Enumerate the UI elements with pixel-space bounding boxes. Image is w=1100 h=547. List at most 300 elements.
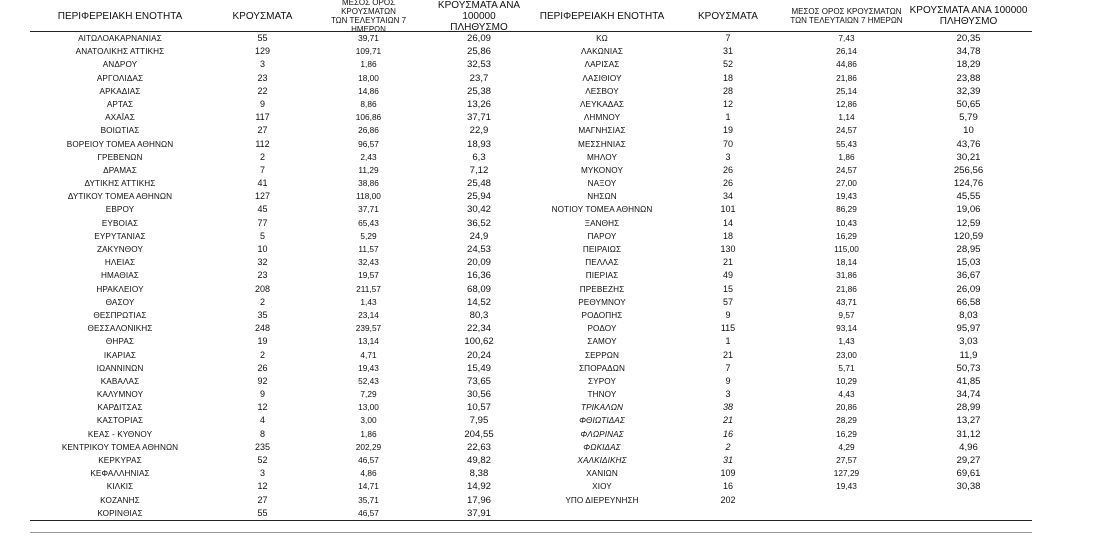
cases-cell: 1: [725, 112, 731, 123]
per100k-cell: 95,97: [956, 323, 981, 335]
per100k-cell: 34,74: [956, 389, 981, 401]
per100k-cell: 50,65: [956, 98, 981, 110]
cases-cell: 26: [722, 178, 733, 189]
region-name-cell: ΚΟΡΙΝΘΙΑΣ: [97, 508, 143, 518]
avg-7day-cell: 31,86: [836, 270, 857, 281]
cases-cell: 9: [259, 389, 265, 400]
left-per100k-column: [422, 32, 536, 520]
per100k-cell: 28,95: [956, 244, 981, 255]
header-region-right: ΠΕΡΙΦΕΡΕΙΑΚΗ ΕΝΟΤΗΤΑ: [539, 10, 665, 22]
region-name-cell: ΚΕΝΤΡΙΚΟΥ ΤΟΜΕΑ ΑΘΗΝΩΝ: [61, 442, 179, 452]
cases-cell: 3: [725, 151, 731, 162]
avg-7day-cell: 18,14: [836, 257, 857, 268]
cases-cell: 22: [257, 85, 268, 96]
cases-cell: 9: [725, 309, 731, 320]
cases-cell: 127: [254, 191, 271, 202]
cases-cell: 7: [725, 33, 731, 43]
region-name-cell: ΑΡΓΟΛΙΔΑΣ: [96, 73, 144, 83]
region-name-cell: ΒΟΙΩΤΙΑΣ: [100, 126, 140, 136]
avg-7day-cell: 96,57: [358, 138, 379, 149]
header-per100k-line1: ΚΡΟΥΣΜΑΤΑ ΑΝΑ 100000: [909, 5, 1028, 16]
per100k-cell: 25,94: [466, 191, 491, 203]
per100k-cell: 66,58: [956, 296, 981, 308]
avg-7day-cell: 27,00: [836, 178, 857, 189]
cases-cell: 16: [722, 481, 733, 492]
per100k-cell: 19,06: [956, 204, 981, 216]
cases-cell: 117: [255, 112, 270, 123]
right-per100k-column: [905, 32, 1032, 507]
per100k-cell: 31,12: [956, 428, 981, 440]
cases-cell: 27: [257, 494, 268, 505]
cases-cell: 57: [722, 296, 733, 307]
per100k-cell: 30,42: [466, 204, 491, 216]
region-name-cell: ΠΙΕΡΙΑΣ: [585, 271, 619, 281]
region-name-cell: ΛΑΚΩΝΙΑΣ: [580, 47, 624, 57]
region-name-cell: ΚΕΡΚΥΡΑΣ: [98, 456, 142, 465]
per100k-cell: 15,49: [466, 362, 491, 374]
region-name-cell: ΣΠΟΡΑΔΩΝ: [579, 363, 625, 373]
avg-7day-cell: 211,57: [356, 283, 381, 294]
region-name-cell: ΚΑΒΑΛΑΣ: [100, 376, 140, 386]
cases-cell: 21: [722, 257, 733, 268]
per100k-cell: 7,12: [469, 164, 489, 176]
avg-7day-cell: 39,71: [358, 33, 379, 43]
region-name-cell: ΗΛΕΙΑΣ: [104, 258, 136, 268]
per100k-cell: 41,85: [956, 375, 981, 387]
header-avg-line1: ΜΕΣΟΣ ΟΡΟΣ ΚΡΟΥΣΜΑΤΩΝ: [791, 7, 902, 16]
avg-7day-cell: 28,29: [836, 415, 857, 426]
avg-7day-cell: 7,43: [838, 33, 855, 43]
header-avg-right: [788, 0, 905, 32]
per100k-cell: 22,63: [466, 441, 491, 453]
region-name-cell: ΑΧΑΪΑΣ: [105, 113, 135, 123]
cases-cell: 18: [722, 72, 733, 83]
per100k-cell: 80,3: [469, 309, 489, 321]
avg-7day-cell: 12,86: [836, 98, 857, 109]
region-name-cell: ΧΑΝΙΩΝ: [586, 469, 618, 479]
cases-cell: 14: [722, 217, 733, 228]
avg-7day-cell: 32,43: [358, 257, 379, 268]
avg-7day-cell: 19,43: [358, 362, 379, 373]
region-name-cell: ΝΗΣΩΝ: [587, 192, 617, 202]
avg-7day-cell: 7,29: [360, 389, 377, 400]
region-name-cell: ΣΕΡΡΩΝ: [584, 350, 620, 360]
avg-7day-cell: 23,14: [358, 309, 379, 320]
region-name-cell: ΙΩΑΝΝΙΝΩΝ: [96, 363, 144, 373]
per100k-cell: 16,36: [466, 270, 491, 282]
per100k-cell: 26,09: [956, 283, 981, 295]
region-name-cell: ΖΑΚΥΝΘΟΥ: [96, 245, 144, 254]
region-name-cell: ΑΡΤΑΣ: [106, 99, 134, 109]
per100k-cell: 14,52: [466, 296, 491, 308]
cases-cell: 2: [259, 151, 265, 162]
avg-7day-cell: 8,86: [360, 98, 377, 109]
header-region-left: ΠΕΡΙΦΕΡΕΙΑΚΗ ΕΝΟΤΗΤΑ: [57, 10, 183, 22]
per100k-cell: 23,88: [956, 72, 981, 84]
avg-7day-cell: 13,14: [358, 336, 379, 347]
region-name-cell: ΛΗΜΝΟΥ: [583, 113, 621, 123]
avg-7day-cell: 9,57: [838, 309, 855, 320]
per100k-cell: 34,78: [956, 46, 981, 58]
per100k-cell: 23,7: [469, 72, 489, 84]
avg-7day-cell: 4,43: [838, 389, 855, 400]
avg-7day-cell: 118,00: [356, 191, 381, 202]
avg-7day-cell: 55,43: [836, 138, 857, 149]
region-name-cell: ΦΛΩΡΙΝΑΣ: [580, 429, 624, 439]
avg-7day-cell: 1,43: [360, 296, 377, 307]
avg-7day-cell: 10,43: [836, 217, 857, 228]
cases-cell: 28: [722, 85, 733, 96]
avg-7day-cell: 127,29: [833, 468, 860, 479]
per100k-cell: 43,76: [956, 138, 981, 150]
region-name-cell: ΠΡΕΒΕΖΗΣ: [579, 284, 625, 294]
cases-cell: 9: [259, 98, 265, 109]
region-name-cell: ΠΕΛΛΑΣ: [585, 258, 619, 268]
per100k-cell: 73,65: [466, 375, 491, 387]
cases-cell: 2: [725, 441, 731, 452]
left-cases-column: [210, 32, 315, 520]
cases-cell: 23: [257, 72, 268, 83]
avg-7day-cell: 16,29: [836, 428, 857, 439]
region-name-cell: ΘΗΡΑΣ: [105, 337, 135, 347]
avg-7day-cell: 5,29: [360, 230, 377, 241]
cases-cell: 8: [259, 428, 265, 439]
avg-7day-cell: 35,71: [358, 494, 379, 505]
per100k-cell: 29,27: [956, 455, 981, 466]
cases-cell: 35: [257, 309, 268, 320]
avg-7day-cell: 11,29: [358, 164, 379, 175]
avg-7day-cell: 23,00: [836, 349, 857, 360]
header-avg-left: [315, 0, 422, 32]
cases-cell: 12: [257, 402, 268, 413]
per100k-cell: 68,09: [466, 283, 491, 295]
region-name-cell: ΧΑΛΚΙΔΙΚΗΣ: [577, 456, 627, 465]
per100k-cell: 25,86: [466, 46, 491, 58]
avg-7day-cell: 25,14: [836, 85, 857, 96]
header-avg-line2: ΤΩΝ ΤΕΛΕΥΤΑΙΩΝ 7 ΗΜΕΡΩΝ: [330, 16, 407, 34]
avg-7day-cell: 1,86: [360, 59, 377, 70]
region-name-cell: ΣΑΜΟΥ: [587, 337, 617, 347]
cases-cell: 31: [722, 46, 733, 57]
cases-cell: 18: [722, 230, 733, 241]
cases-cell: 7: [259, 164, 265, 175]
per100k-cell: 22,34: [466, 323, 491, 335]
cases-cell: 55: [257, 507, 268, 518]
per100k-cell: 22,9: [469, 125, 489, 137]
region-name-cell: ΠΕΙΡΑΙΩΣ: [582, 245, 622, 254]
avg-7day-cell: 21,86: [836, 72, 857, 83]
per100k-cell: 17,96: [466, 494, 491, 506]
cases-cell: 248: [254, 323, 271, 334]
cases-cell: 52: [257, 455, 268, 465]
avg-7day-cell: 18,00: [358, 72, 379, 83]
cases-cell: 16: [722, 428, 733, 439]
avg-7day-cell: 44,86: [836, 59, 857, 70]
per100k-cell: 25,48: [466, 178, 491, 190]
cases-cell: 130: [720, 244, 736, 254]
region-name-cell: ΝΟΤΙΟΥ ΤΟΜΕΑ ΑΘΗΝΩΝ: [551, 205, 653, 215]
cases-cell: 12: [257, 481, 268, 492]
cases-cell: 9: [725, 375, 731, 386]
avg-7day-cell: 4,71: [360, 349, 377, 360]
avg-7day-cell: 13,00: [358, 402, 379, 413]
region-name-cell: ΚΟΖΑΝΗΣ: [100, 495, 140, 505]
avg-7day-cell: 16,29: [836, 230, 857, 241]
cases-cell: 92: [257, 375, 268, 386]
avg-7day-cell: 37,71: [358, 204, 379, 215]
region-name-cell: ΔΡΑΜΑΣ: [103, 165, 137, 175]
avg-7day-cell: 10,29: [836, 375, 857, 386]
region-name-cell: ΜΥΚΟΝΟΥ: [580, 165, 624, 175]
avg-7day-cell: 202,29: [355, 441, 382, 452]
region-name-cell: ΦΘΙΩΤΙΔΑΣ: [579, 416, 625, 426]
avg-7day-cell: 115,00: [834, 244, 859, 254]
per100k-cell: 120,59: [953, 230, 984, 242]
cases-cell: 38: [722, 402, 733, 413]
avg-7day-cell: 14,86: [358, 85, 379, 96]
cases-cell: 5: [259, 230, 265, 241]
per100k-cell: 5,79: [959, 112, 978, 124]
cases-cell: 31: [722, 455, 733, 465]
per100k-cell: 45,55: [956, 191, 981, 203]
per100k-cell: 18,29: [956, 59, 981, 71]
cases-cell: 109: [720, 468, 736, 479]
region-name-cell: ΑΝΑΤΟΛΙΚΗΣ ΑΤΤΙΚΗΣ: [75, 47, 165, 57]
header-avg-line2: ΤΩΝ ΤΕΛΕΥΤΑΙΩΝ 7 ΗΜΕΡΩΝ: [790, 16, 903, 25]
cases-cell: 12: [722, 98, 733, 109]
region-name-cell: ΗΜΑΘΙΑΣ: [101, 271, 139, 281]
avg-7day-cell: 65,43: [358, 217, 379, 228]
avg-7day-cell: 24,57: [836, 164, 857, 175]
per100k-cell: 20,09: [466, 257, 491, 269]
avg-7day-cell: 52,43: [358, 375, 379, 386]
per100k-cell: 18,93: [466, 138, 491, 150]
per100k-cell: 15,03: [956, 257, 981, 269]
region-name-cell: ΜΑΓΝΗΣΙΑΣ: [578, 126, 626, 136]
region-name-cell: ΦΩΚΙΔΑΣ: [583, 442, 621, 452]
cases-cell: 41: [257, 178, 268, 189]
region-name-cell: ΙΚΑΡΙΑΣ: [103, 350, 137, 360]
per100k-cell: 36,67: [956, 270, 981, 282]
region-name-cell: ΔΥΤΙΚΟΥ ΤΟΜΕΑ ΑΘΗΝΩΝ: [67, 192, 173, 202]
region-name-cell: ΛΕΥΚΑΔΑΣ: [579, 99, 625, 109]
per100k-cell: 24,9: [469, 230, 489, 242]
per100k-cell: 32,39: [956, 85, 981, 97]
cases-cell: 10: [257, 244, 268, 254]
per100k-cell: 32,53: [466, 59, 491, 71]
region-name-cell: ΓΡΕΒΕΝΩΝ: [97, 152, 143, 162]
avg-7day-cell: 1,43: [838, 336, 855, 347]
region-name-cell: ΠΑΡΟΥ: [587, 231, 617, 241]
header-per100k-line1: ΚΡΟΥΣΜΑΤΑ ΑΝΑ 100000: [437, 0, 521, 22]
avg-7day-cell: 109,71: [355, 46, 382, 57]
region-name-cell: ΤΗΝΟΥ: [587, 390, 617, 400]
region-name-cell: ΜΗΛΟΥ: [586, 152, 618, 162]
region-name-cell: ΣΥΡΟΥ: [587, 376, 617, 386]
header-avg-line1: ΜΕΣΟΣ ΟΡΟΣ ΚΡΟΥΣΜΑΤΩΝ: [341, 0, 396, 16]
header-cases-right: ΚΡΟΥΣΜΑΤΑ: [698, 10, 758, 22]
per100k-cell: 6,3: [472, 151, 486, 163]
cases-cell: 49: [722, 270, 733, 281]
avg-7day-cell: 106,86: [355, 112, 382, 123]
region-name-cell: ΤΡΙΚΑΛΩΝ: [580, 403, 624, 413]
avg-7day-cell: 46,57: [358, 507, 379, 518]
cases-cell: 34: [722, 191, 733, 202]
cases-cell: 77: [257, 217, 268, 228]
region-name-cell: ΕΥΡΥΤΑΝΙΑΣ: [94, 231, 146, 241]
per100k-cell: 13,27: [956, 415, 981, 427]
avg-7day-cell: 14,71: [358, 481, 379, 492]
left-avg-column: [315, 32, 422, 520]
cases-cell: 19: [722, 125, 733, 136]
per100k-cell: 20,24: [466, 349, 491, 361]
avg-7day-cell: 26,14: [836, 46, 857, 57]
cases-cell: 202: [720, 494, 736, 505]
region-name-cell: ΧΙΟΥ: [592, 482, 612, 492]
per100k-cell: 7,95: [469, 415, 489, 427]
per100k-cell: 24,53: [466, 244, 491, 255]
avg-7day-cell: 1,14: [838, 112, 855, 123]
cases-cell: 26: [722, 164, 733, 175]
region-name-cell: ΡΕΘΥΜΝΟΥ: [578, 297, 626, 307]
cases-cell: 235: [254, 441, 271, 452]
region-name-cell: ΚΙΛΚΙΣ: [106, 482, 134, 492]
region-name-cell: ΒΟΡΕΙΟΥ ΤΟΜΕΑ ΑΘΗΝΩΝ: [66, 139, 174, 149]
per100k-cell: 30,38: [956, 481, 981, 493]
header-per100k-left: [422, 0, 536, 32]
region-name-cell: ΚΕΦΑΛΛΗΝΙΑΣ: [90, 469, 150, 479]
per100k-cell: 69,61: [956, 468, 981, 480]
region-name-cell: ΚΑΡΔΙΤΣΑΣ: [97, 403, 143, 413]
avg-7day-cell: 19,43: [836, 191, 857, 202]
cases-cell: 19: [257, 336, 268, 347]
avg-7day-cell: 24,57: [836, 125, 857, 136]
cases-cell: 45: [257, 204, 268, 215]
right-cases-column: [668, 32, 788, 507]
header-per100k-line2: ΠΛΗΘΥΣΜΟ: [939, 16, 998, 27]
per100k-cell: 12,59: [956, 217, 981, 229]
avg-7day-cell: 239,57: [355, 323, 382, 334]
region-name-cell: ΡΟΔΟΥ: [587, 324, 617, 334]
per100k-cell: 14,92: [466, 481, 491, 493]
region-name-cell: ΚΑΛΥΜΝΟΥ: [96, 390, 144, 400]
avg-7day-cell: 5,71: [838, 362, 855, 373]
region-name-cell: ΛΕΣΒΟΥ: [585, 86, 619, 96]
cases-cell: 15: [722, 283, 733, 294]
per100k-cell: 49,82: [466, 455, 491, 466]
right-name-column: [536, 32, 668, 507]
per100k-cell: 3,03: [959, 336, 978, 348]
cases-cell: 208: [254, 283, 271, 294]
region-name-cell: ΛΑΡΙΣΑΣ: [584, 60, 620, 70]
region-name-cell: ΥΠΟ ΔΙΕΡΕΥΝΗΣΗ: [565, 495, 639, 505]
avg-7day-cell: 93,14: [836, 323, 857, 334]
per100k-cell: 256,56: [953, 164, 984, 176]
avg-7day-cell: 4,86: [360, 468, 377, 479]
per100k-cell: 36,52: [466, 217, 491, 229]
per100k-cell: 4,96: [959, 441, 978, 453]
region-name-cell: ΑΝΔΡΟΥ: [102, 60, 138, 70]
cases-cell: 2: [259, 349, 265, 360]
region-name-cell: ΘΕΣΠΡΩΤΙΑΣ: [93, 310, 147, 320]
header-per100k-right: [905, 0, 1032, 32]
header-cases-left: ΚΡΟΥΣΜΑΤΑ: [232, 10, 293, 22]
cases-cell: 70: [722, 138, 733, 149]
region-name-cell: ΚΕΑΣ - ΚΥΘΝΟΥ: [87, 429, 153, 439]
per100k-cell: 20,35: [956, 33, 981, 44]
region-name-cell: ΞΑΝΘΗΣ: [584, 218, 620, 228]
region-name-cell: ΚΩ: [596, 34, 608, 43]
avg-7day-cell: 2,43: [360, 151, 377, 162]
cases-cell: 23: [257, 270, 268, 281]
region-name-cell: ΑΙΤΩΛΟΑΚΑΡΝΑΝΙΑΣ: [78, 34, 162, 43]
region-name-cell: ΑΡΚΑΔΙΑΣ: [99, 86, 141, 96]
page-bottom-rule: [30, 532, 1032, 533]
region-name-cell: ΡΟΔΟΠΗΣ: [581, 310, 623, 320]
per100k-cell: 25,38: [466, 85, 491, 97]
cases-cell: 27: [257, 125, 268, 136]
cases-cell: 3: [259, 59, 265, 70]
cases-cell: 1: [725, 336, 731, 347]
avg-7day-cell: 21,86: [836, 283, 857, 294]
cases-cell: 112: [255, 138, 270, 149]
cases-cell: 3: [259, 468, 265, 479]
cases-cell: 26: [257, 362, 268, 373]
avg-7day-cell: 19,43: [836, 481, 857, 492]
region-name-cell: ΕΒΡΟΥ: [105, 205, 135, 215]
table-bottom-rule: [30, 520, 1032, 521]
region-name-cell: ΚΑΣΤΟΡΙΑΣ: [96, 416, 144, 426]
cases-cell: 55: [257, 33, 268, 43]
avg-7day-cell: 4,29: [838, 441, 855, 452]
avg-7day-cell: 26,86: [358, 125, 379, 136]
region-name-cell: ΕΥΒΟΙΑΣ: [101, 218, 139, 228]
per100k-cell: 8,38: [469, 468, 489, 480]
region-name-cell: ΝΑΞΟΥ: [587, 179, 617, 189]
avg-7day-cell: 27,57: [836, 455, 857, 465]
avg-7day-cell: 46,57: [358, 455, 379, 465]
per100k-cell: 10: [963, 125, 974, 137]
region-name-cell: ΘΑΣΟΥ: [105, 297, 135, 307]
cases-cell: 32: [257, 257, 268, 268]
per100k-cell: 30,21: [956, 151, 981, 163]
avg-7day-cell: 19,57: [358, 270, 379, 281]
avg-7day-cell: 1,86: [360, 428, 377, 439]
cases-cell: 129: [254, 46, 271, 57]
right-avg-column: [788, 32, 905, 507]
region-name-cell: ΔΥΤΙΚΗΣ ΑΤΤΙΚΗΣ: [84, 179, 156, 189]
cases-cell: 2: [259, 296, 265, 307]
per100k-cell: 100,62: [464, 336, 494, 348]
cases-cell: 115: [720, 323, 736, 334]
cases-cell: 21: [722, 349, 733, 360]
cases-cell: 52: [722, 59, 733, 70]
avg-7day-cell: 86,29: [836, 204, 857, 215]
per100k-cell: 26,09: [466, 33, 491, 44]
avg-7day-cell: 20,86: [836, 402, 857, 413]
region-name-cell: ΜΕΣΣΗΝΙΑΣ: [578, 139, 626, 149]
per100k-cell: 124,76: [953, 178, 984, 190]
region-name-cell: ΗΡΑΚΛΕΙΟΥ: [96, 284, 144, 294]
per100k-cell: 28,99: [956, 402, 981, 414]
cases-cell: 101: [720, 204, 736, 215]
per100k-cell: 37,91: [466, 507, 491, 519]
per100k-cell: 13,26: [466, 98, 491, 110]
left-name-column: [30, 32, 210, 520]
per100k-cell: 11,9: [959, 349, 978, 361]
per100k-cell: 50,73: [956, 362, 981, 374]
region-name-cell: ΛΑΣΙΘΙΟΥ: [582, 73, 622, 83]
